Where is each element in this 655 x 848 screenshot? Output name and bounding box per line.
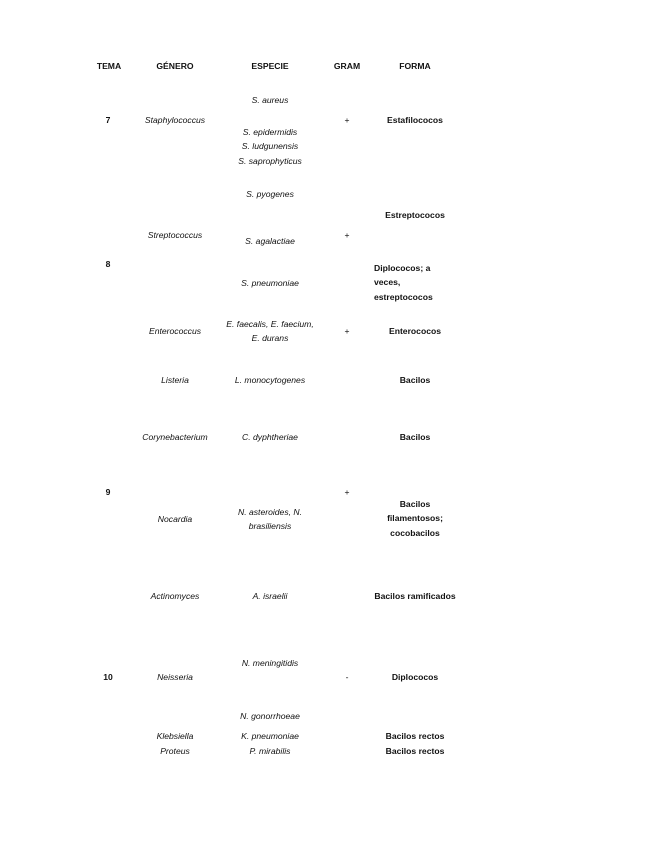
- species-a-israelii: A. israelii: [252, 591, 288, 601]
- genus-staphylococcus: Staphylococcus: [144, 115, 206, 125]
- genus-klebsiella: Klebsiella: [156, 731, 194, 741]
- gram-tema9: +: [344, 487, 350, 497]
- forma-corynebacterium: Bacilos: [399, 432, 431, 442]
- species-c-dyphtheriae: C. dyphtheriae: [242, 432, 298, 442]
- species-nocardia-line1: N. asteroides, N.: [238, 507, 302, 517]
- species-s-agalactiae: S. agalactiae: [245, 236, 295, 246]
- gram-enterococcus: +: [344, 326, 350, 336]
- forma-nocardia-line3: cocobacilos: [390, 528, 440, 538]
- genus-listeria: Listeria: [161, 375, 189, 385]
- species-s-ludgunensis: S. ludgunensis: [241, 141, 299, 151]
- tema-10: 10: [103, 672, 113, 682]
- species-enterococcus-line2: E. durans: [251, 333, 289, 343]
- forma-listeria: Bacilos: [399, 375, 431, 385]
- header-tema: TEMA: [96, 61, 122, 71]
- genus-enterococcus: Enterococcus: [148, 326, 202, 336]
- gram-streptococcus: +: [344, 230, 350, 240]
- species-n-meningitidis: N. meningitidis: [241, 658, 299, 668]
- forma-pneumoniae-line1: Diplococos; a: [374, 263, 431, 273]
- tema-9: 9: [105, 487, 111, 497]
- species-nocardia-line2: brasiliensis: [248, 521, 292, 531]
- forma-neisseria: Diplococos: [391, 672, 439, 682]
- species-s-pyogenes: S. pyogenes: [246, 189, 294, 199]
- species-s-pneumoniae: S. pneumoniae: [241, 278, 299, 288]
- species-s-epidermidis: S. epidermidis: [242, 127, 298, 137]
- forma-actinomyces: Bacilos ramificados: [374, 591, 456, 601]
- tema-7: 7: [105, 115, 111, 125]
- header-genero: GÉNERO: [156, 61, 194, 71]
- species-s-aureus: S. aureus: [251, 95, 289, 105]
- species-enterococcus-line1: E. faecalis, E. faecium,: [226, 319, 314, 329]
- forma-klebsiella: Bacilos rectos: [385, 731, 445, 741]
- gram-neisseria: -: [345, 672, 349, 682]
- forma-streptococcus: Estreptococos: [385, 210, 445, 220]
- genus-proteus: Proteus: [160, 746, 190, 756]
- forma-nocardia-line1: Bacilos: [399, 499, 431, 509]
- genus-corynebacterium: Corynebacterium: [142, 432, 208, 442]
- gram-staphylococcus: +: [344, 115, 350, 125]
- forma-pneumoniae-line2: veces,: [374, 277, 401, 287]
- header-especie: ESPECIE: [251, 61, 289, 71]
- header-gram: GRAM: [333, 61, 361, 71]
- tema-8: 8: [105, 259, 111, 269]
- forma-pneumoniae-line3: estreptococos: [374, 292, 433, 302]
- species-n-gonorrhoeae: N. gonorrhoeae: [240, 711, 300, 721]
- species-s-saprophyticus: S. saprophyticus: [238, 156, 302, 166]
- forma-staphylococcus: Estafilococos: [387, 115, 443, 125]
- species-l-monocytogenes: L. monocytogenes: [234, 375, 306, 385]
- genus-actinomyces: Actinomyces: [150, 591, 200, 601]
- header-forma: FORMA: [399, 61, 431, 71]
- forma-enterococcus: Enterococos: [388, 326, 442, 336]
- forma-proteus: Bacilos rectos: [385, 746, 445, 756]
- forma-nocardia-line2: filamentosos;: [387, 513, 443, 523]
- genus-streptococcus: Streptococcus: [147, 230, 203, 240]
- genus-nocardia: Nocardia: [157, 514, 193, 524]
- species-p-mirabilis: P. mirabilis: [249, 746, 291, 756]
- genus-neisseria: Neisseria: [157, 672, 193, 682]
- species-k-pneumoniae: K. pneumoniae: [241, 731, 299, 741]
